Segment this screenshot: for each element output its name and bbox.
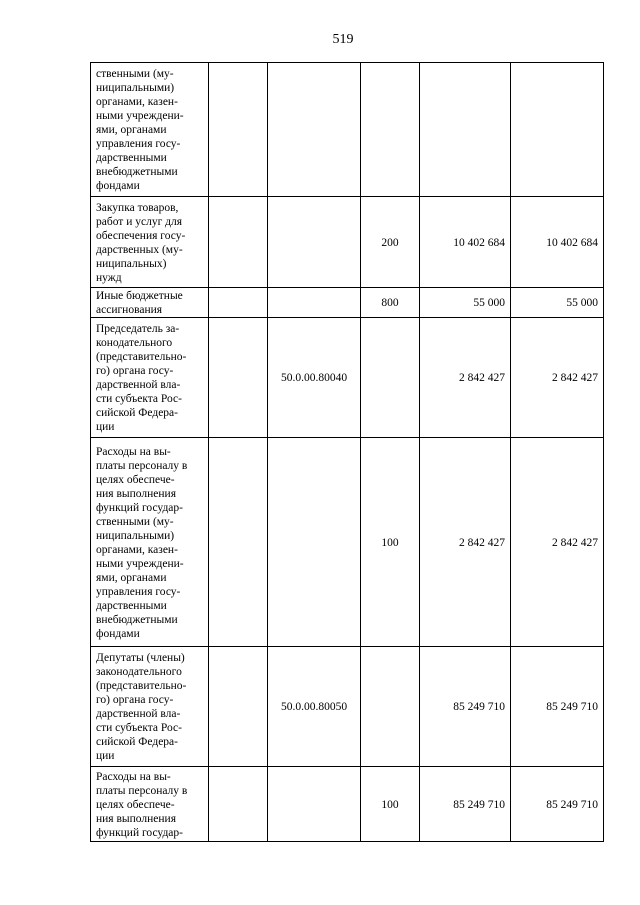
- row-amount-1: 85 249 710: [420, 767, 511, 842]
- row-amount-2: 2 842 427: [511, 438, 604, 647]
- row-name-cell: [91, 438, 209, 647]
- row-name: Иные бюджетные ассигнования: [96, 290, 183, 316]
- row-expense-type: [361, 647, 420, 767]
- table-row: [91, 288, 604, 318]
- row-amount-2: 2 842 427: [511, 318, 604, 438]
- budget-table: [90, 62, 604, 842]
- row-amount-1: 85 249 710: [420, 647, 511, 767]
- row-expense-type: [361, 63, 420, 197]
- row-code: [268, 63, 361, 197]
- row-name-cell: [91, 288, 209, 318]
- row-name: Расходы на вы- платы персоналу в целях обеспече- ния выполнения функций государ-: [96, 770, 188, 839]
- table-row: [91, 63, 604, 197]
- row-name-cell: [91, 197, 209, 288]
- row-expense-type: 200: [361, 197, 420, 288]
- row-code: [268, 767, 361, 842]
- page-number: 519: [332, 32, 354, 47]
- table-row: [91, 647, 604, 767]
- row-amount-1: 2 842 427: [420, 438, 511, 647]
- row-amount-1: 10 402 684: [420, 197, 511, 288]
- row-code: [268, 438, 361, 647]
- table-row: [91, 318, 604, 438]
- row-blank-cell: [209, 318, 268, 438]
- row-expense-type: 800: [361, 288, 420, 318]
- row-name: Председатель за- конодательного (представительно- го) органа госу- дарственной вла- сти субъекта Рос- сийской Федера- ции: [96, 323, 187, 433]
- row-amount-2: 55 000: [511, 288, 604, 318]
- row-blank-cell: [209, 288, 268, 318]
- row-amount-2: [511, 63, 604, 197]
- row-amount-1: 2 842 427: [420, 318, 511, 438]
- table-row: [91, 767, 604, 842]
- row-amount-1: [420, 63, 511, 197]
- row-amount-2: 85 249 710: [511, 767, 604, 842]
- row-blank-cell: [209, 438, 268, 647]
- row-name-cell: [91, 63, 209, 197]
- row-blank-cell: [209, 63, 268, 197]
- row-expense-type: [361, 318, 420, 438]
- row-code: [268, 288, 361, 318]
- row-code: [268, 197, 361, 288]
- row-blank-cell: [209, 647, 268, 767]
- row-blank-cell: [209, 767, 268, 842]
- row-blank-cell: [209, 197, 268, 288]
- row-amount-2: 10 402 684: [511, 197, 604, 288]
- row-amount-1: 55 000: [420, 288, 511, 318]
- row-code: 50.0.00.80050: [268, 647, 361, 767]
- row-code: 50.0.00.80040: [268, 318, 361, 438]
- row-name: Расходы на вы- платы персоналу в целях обеспече- ния выполнения функций государ- ственными (му- ниципальными) органами, казен- ными учреждени- ями, органами управления госу- дарственными внебюджетными фондами: [96, 445, 188, 640]
- row-name-cell: [91, 647, 209, 767]
- row-expense-type: 100: [361, 438, 420, 647]
- row-expense-type: 100: [361, 767, 420, 842]
- row-amount-2: 85 249 710: [511, 647, 604, 767]
- table-row: [91, 197, 604, 288]
- row-name-cell: [91, 318, 209, 438]
- row-name: Депутаты (члены) законодательного (представительно- го) органа госу- дарственной вла- сти субъекта Рос- сийской Федера- ции: [96, 652, 187, 762]
- table-row: [91, 438, 604, 647]
- row-name-cell: [91, 767, 209, 842]
- row-name: ственными (му- ниципальными) органами, казен- ными учреждени- ями, органами управления госу- дарственными внебюджетными фондами: [96, 68, 184, 192]
- row-name: Закупка товаров, работ и услуг для обеспечения госу- дарственных (му- ниципальных) нужд: [96, 201, 186, 284]
